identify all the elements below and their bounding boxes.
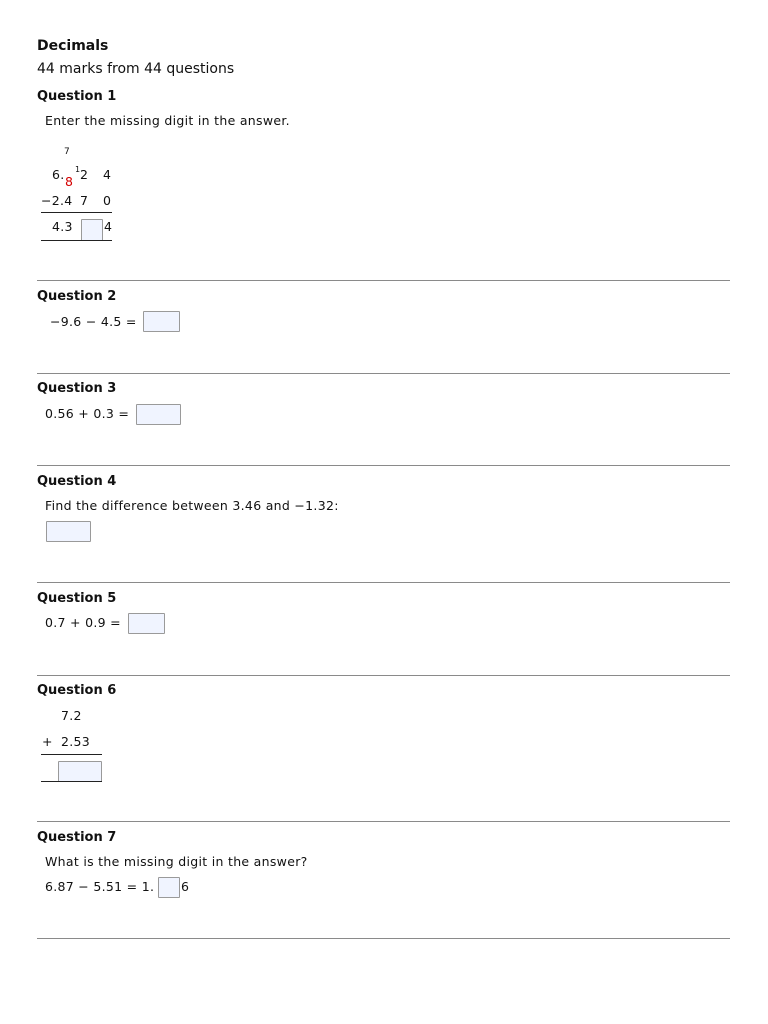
subtrahend: −2.4 xyxy=(41,193,73,208)
subtrahend-digit: 7 xyxy=(80,193,89,208)
answer-left: 4.3 xyxy=(52,219,73,234)
page-subtitle: 44 marks from 44 questions xyxy=(37,61,235,77)
addend-second: 2.53 xyxy=(61,734,91,749)
question-3-heading: Question 3 xyxy=(37,381,117,396)
question-3-expression: 0.56 + 0.3 = xyxy=(45,406,130,421)
question-1-heading: Question 1 xyxy=(37,89,117,104)
struck-digit: 8 xyxy=(65,174,73,189)
page-title: Decimals xyxy=(37,38,109,54)
question-5-answer-input[interactable] xyxy=(128,613,165,634)
question-2-heading: Question 2 xyxy=(37,289,117,304)
minuend-digit: 2 xyxy=(80,167,89,182)
question-divider xyxy=(37,280,730,281)
minuend-digit-last: 4 xyxy=(103,167,112,182)
question-2-answer-input[interactable] xyxy=(143,311,180,332)
question-6-heading: Question 6 xyxy=(37,683,117,698)
question-7-heading: Question 7 xyxy=(37,830,117,845)
sum-line-top xyxy=(41,212,112,213)
plus-sign: + xyxy=(42,734,53,749)
question-7-answer-input[interactable] xyxy=(158,877,180,898)
sum-line-top xyxy=(41,754,102,755)
question-5-heading: Question 5 xyxy=(37,591,117,606)
carry-digit-small: 1 xyxy=(75,165,81,174)
carry-digit-top: 7 xyxy=(64,147,70,157)
question-4-prompt: Find the difference between 3.46 and −1.32: xyxy=(45,498,339,513)
sum-line-bottom xyxy=(41,240,112,241)
question-4-heading: Question 4 xyxy=(37,474,117,489)
subtrahend-digit-last: 0 xyxy=(103,193,112,208)
addend-top: 7.2 xyxy=(61,708,82,723)
question-7-prompt: What is the missing digit in the answer? xyxy=(45,854,308,869)
question-divider xyxy=(37,373,730,374)
question-1-prompt: Enter the missing digit in the answer. xyxy=(45,113,290,128)
missing-digit-input[interactable] xyxy=(81,219,103,241)
question-3-answer-input[interactable] xyxy=(136,404,181,425)
question-7-expression-right: 6 xyxy=(181,879,190,894)
question-divider xyxy=(37,582,730,583)
question-divider xyxy=(37,821,730,822)
question-4-answer-input[interactable] xyxy=(46,521,91,542)
question-7-expression-left: 6.87 − 5.51 = 1. xyxy=(45,879,155,894)
minuend-part-1: 6. xyxy=(52,167,65,182)
answer-right: 4 xyxy=(104,219,113,234)
question-divider xyxy=(37,675,730,676)
question-divider xyxy=(37,938,730,939)
question-6-answer-input[interactable] xyxy=(58,761,102,782)
question-2-expression: −9.6 − 4.5 = xyxy=(50,314,137,329)
question-divider xyxy=(37,465,730,466)
question-5-expression: 0.7 + 0.9 = xyxy=(45,615,121,630)
sum-line-bottom xyxy=(41,781,102,782)
